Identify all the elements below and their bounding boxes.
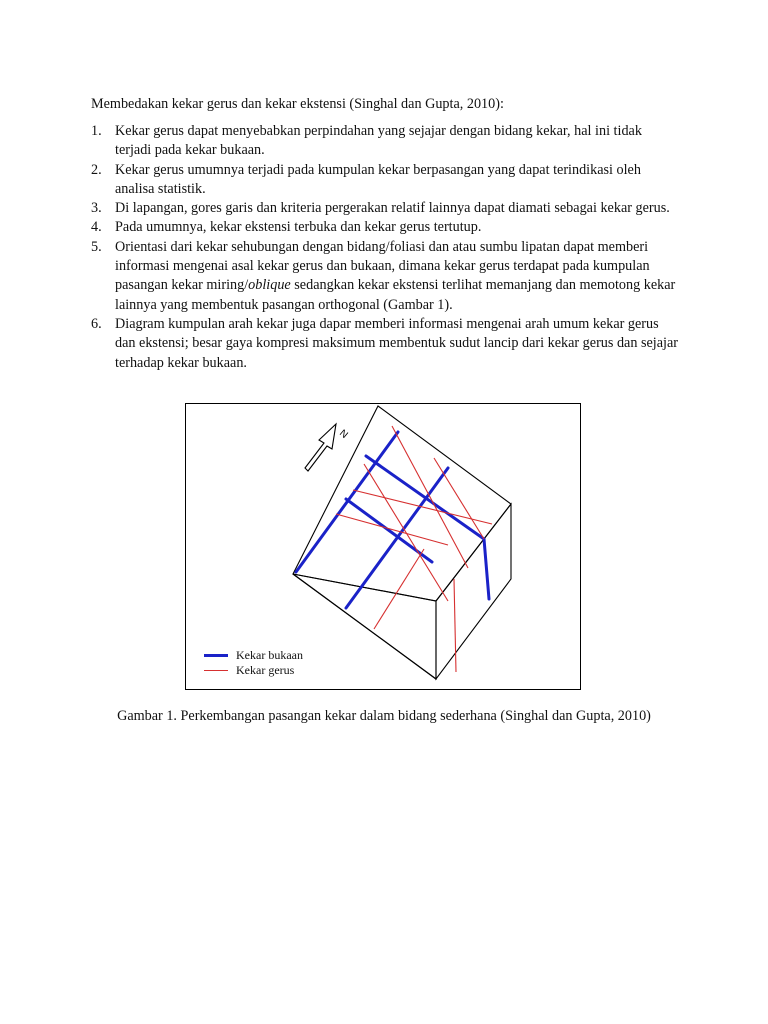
list-item xyxy=(91,218,681,237)
block-lower-edge xyxy=(293,574,436,679)
numbered-list xyxy=(91,122,681,373)
list-text-part: Orientasi dari kekar sehubungan dengan bidang/foliasi dan atau sumbu lipatan dapat memberi informasi mengenai asal kekar gerus dan bukaan, dimana kekar gerus terdapat pada kumpulan pasangan kekar miring/ xyxy=(115,238,650,294)
list-number: 2. xyxy=(91,161,102,178)
list-text: Kekar gerus dapat menyebabkan perpindahan yang sejajar dengan bidang kekar, hal ini tidak terjadi pada kekar bukaan. xyxy=(115,123,642,159)
legend-item-red xyxy=(204,663,303,678)
intro-paragraph: Membedakan kekar gerus dan kekar ekstensi (Singhal dan Gupta, 2010): xyxy=(91,96,504,112)
figure-caption: Gambar 1. Perkembangan pasangan kekar dalam bidang sederhana (Singhal dan Gupta, 2010) xyxy=(117,708,651,724)
blue-joint-lines xyxy=(296,432,489,608)
list-number: 5. xyxy=(91,238,102,255)
list-number: 3. xyxy=(91,200,102,217)
legend-label-blue: Kekar bukaan xyxy=(236,648,303,662)
blue-joint-line xyxy=(484,539,489,599)
list-item xyxy=(91,161,681,200)
list-number: 4. xyxy=(91,219,102,236)
red-joint-line xyxy=(454,579,456,672)
list-item xyxy=(91,122,681,161)
list-text: Kekar gerus umumnya terjadi pada kumpulan kekar berpasangan yang dapat terindikasi oleh analisa statistik. xyxy=(115,161,641,197)
figure-joint-diagram xyxy=(185,403,581,690)
red-joint-line xyxy=(336,514,448,545)
figure-legend xyxy=(204,648,303,678)
list-item xyxy=(91,238,681,315)
list-text: Pada umumnya, kekar ekstensi terbuka dan kekar gerus tertutup. xyxy=(115,219,482,236)
red-joint-line xyxy=(392,426,468,568)
north-label: N xyxy=(337,427,350,441)
blue-joint-line xyxy=(296,432,398,572)
list-text-part: sedangkan kekar ekstensi terlihat memanjang dan memotong kekar lainnya yang membentuk pasangan orthogonal (Gambar 1). xyxy=(115,277,676,313)
list-text: Di lapangan, gores garis dan kriteria pergerakan relatif lainnya dapat diamati sebagai kekar gerus. xyxy=(115,200,670,217)
list-item xyxy=(91,315,681,373)
list-number: 1. xyxy=(91,123,102,139)
list-item xyxy=(91,199,681,218)
legend-swatch-red xyxy=(204,670,228,671)
list-number: 6. xyxy=(91,315,102,332)
legend-label-red: Kekar gerus xyxy=(236,663,295,677)
list-text-italic: oblique xyxy=(248,277,291,294)
list-text: Diagram kumpulan arah kekar juga dapar memberi informasi mengenai arah umum kekar gerus dan ekstensi; besar gaya kompresi maksimum membentuk sudut lancip dari kekar gerus dan sejajar terhadap kekar bukaan. xyxy=(115,315,679,371)
legend-swatch-blue xyxy=(204,654,228,656)
north-arrow-icon xyxy=(305,424,350,471)
red-joint-line xyxy=(434,458,484,539)
legend-item-blue xyxy=(204,648,303,663)
